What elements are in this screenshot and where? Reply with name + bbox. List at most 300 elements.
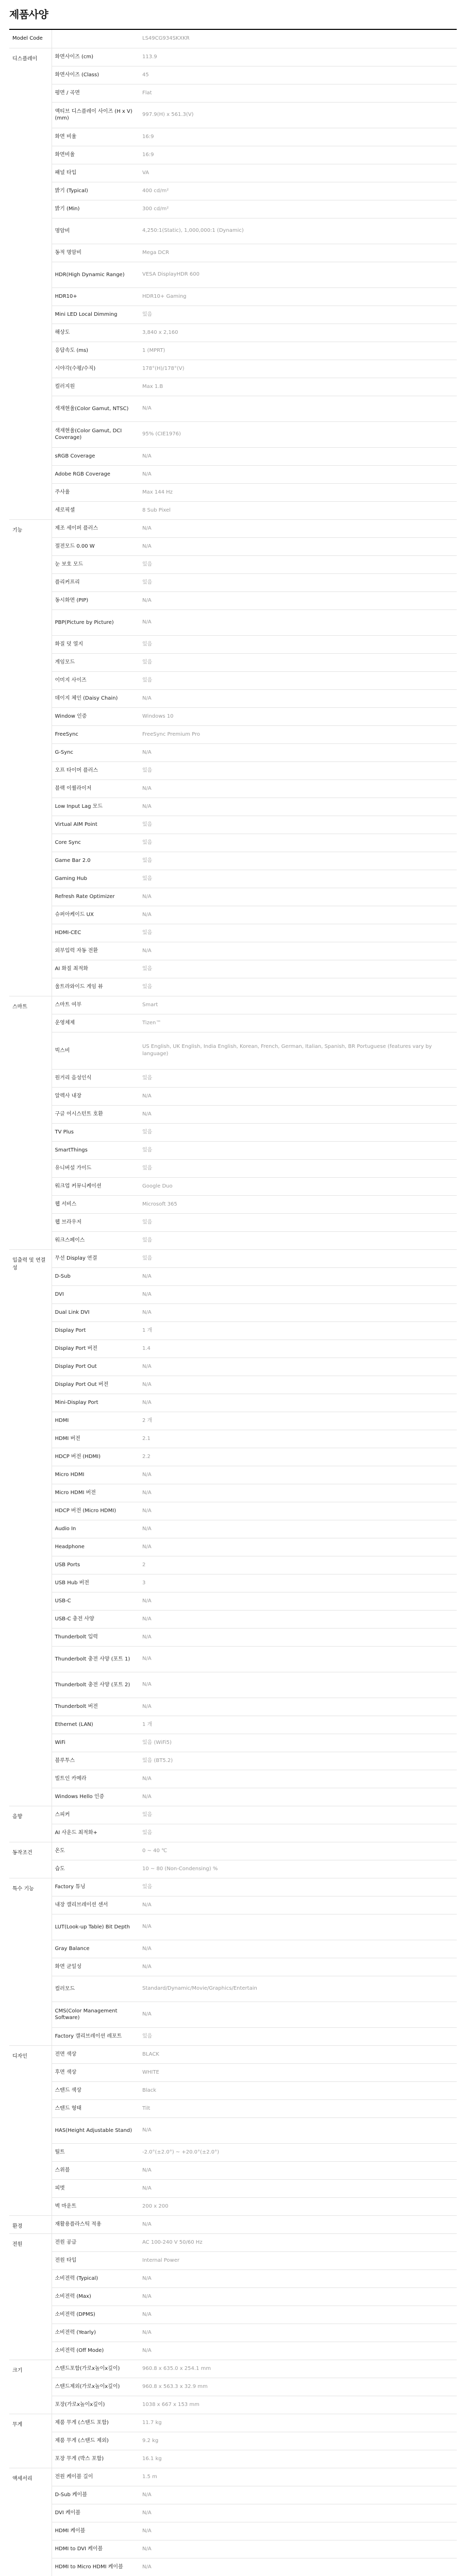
- spec-row: [9, 2450, 457, 2468]
- spec-value: N/A: [139, 2002, 457, 2027]
- spec-category: 무게: [9, 2414, 52, 2468]
- spec-category: 전원: [9, 2233, 52, 2360]
- spec-label: 평면 / 곡면: [52, 84, 139, 102]
- spec-row: [9, 421, 457, 447]
- spec-value: N/A: [139, 798, 457, 816]
- spec-value: N/A: [139, 519, 457, 537]
- spec-value: 2: [139, 1556, 457, 1574]
- spec-row: [9, 1538, 457, 1556]
- spec-label: 오프 타이머 플러스: [52, 761, 139, 779]
- spec-value: 3: [139, 1574, 457, 1592]
- spec-row: [9, 287, 457, 306]
- spec-label: 화질 덧 열지: [52, 635, 139, 653]
- spec-row: [9, 483, 457, 501]
- spec-value: 있음: [139, 761, 457, 779]
- spec-label: HAS(Height Adjustable Stand): [52, 2117, 139, 2143]
- spec-row: [9, 1087, 457, 1105]
- spec-value: N/A: [139, 1394, 457, 1412]
- spec-row: [9, 906, 457, 924]
- spec-value: Smart: [139, 996, 457, 1014]
- spec-category: 크기: [9, 2360, 52, 2414]
- spec-row: [9, 1842, 457, 1860]
- spec-label: HDR(High Dynamic Range): [52, 262, 139, 287]
- spec-value: BLACK: [139, 2045, 457, 2063]
- spec-label: 플리커프리: [52, 573, 139, 591]
- spec-label: 액티브 디스플레이 사이즈 (H x V) (mm): [52, 102, 139, 128]
- spec-row: [9, 465, 457, 483]
- spec-label: 워크스페이스: [52, 1231, 139, 1249]
- spec-category: 디자인: [9, 2045, 52, 2215]
- spec-label: 소비전력 (DPMS): [52, 2306, 139, 2324]
- spec-label: 화면 비율: [52, 128, 139, 146]
- spec-label: Display Port 버전: [52, 1340, 139, 1358]
- spec-label: 슈퍼아케이드 UX: [52, 906, 139, 924]
- spec-value: 9.2 kg: [139, 2432, 457, 2450]
- spec-value: Microsoft 365: [139, 1195, 457, 1213]
- spec-label: Display Port Out: [52, 1358, 139, 1376]
- spec-row: [9, 816, 457, 834]
- spec-label: 내장 캘리브레이션 센서: [52, 1896, 139, 1914]
- spec-value: 있음: [139, 1806, 457, 1824]
- spec-value: N/A: [139, 1672, 457, 1698]
- spec-row: [9, 888, 457, 906]
- spec-label: SmartThings: [52, 1141, 139, 1159]
- spec-row: [9, 342, 457, 360]
- spec-value: 0 ~ 40 ℃: [139, 1842, 457, 1860]
- spec-table-body: [9, 30, 457, 2576]
- spec-category: Model Code: [9, 30, 52, 48]
- spec-row: [9, 2432, 457, 2450]
- spec-label: 블루투스: [52, 1752, 139, 1770]
- spec-row: [9, 852, 457, 870]
- spec-label: 명암비: [52, 218, 139, 244]
- spec-label: AI 사운드 최적화+: [52, 1824, 139, 1842]
- spec-label: 블랙 이퀄라이저: [52, 779, 139, 798]
- spec-value: N/A: [139, 2161, 457, 2179]
- spec-row: [9, 306, 457, 324]
- spec-label: 게임모드: [52, 653, 139, 671]
- spec-value: N/A: [139, 779, 457, 798]
- spec-label: Ethernet (LAN): [52, 1716, 139, 1734]
- spec-label: D-Sub: [52, 1267, 139, 1285]
- spec-label: Low Input Lag 모드: [52, 798, 139, 816]
- spec-value: AC 100-240 V 50/60 Hz: [139, 2233, 457, 2251]
- spec-row: [9, 2558, 457, 2576]
- spec-value: N/A: [139, 1267, 457, 1285]
- spec-value: N/A: [139, 2558, 457, 2576]
- spec-category: 기능: [9, 519, 52, 996]
- spec-value: 있음: [139, 1159, 457, 1177]
- spec-row: [9, 870, 457, 888]
- spec-value: Google Duo: [139, 1177, 457, 1195]
- spec-value: 있음 (WiFi5): [139, 1734, 457, 1752]
- spec-value: N/A: [139, 2540, 457, 2558]
- spec-label: 데이지 체인 (Daisy Chain): [52, 689, 139, 707]
- spec-row: [9, 1412, 457, 1430]
- spec-label: Factory 캘리브레이션 레포트: [52, 2027, 139, 2045]
- spec-label: 전원 케이블 길이: [52, 2468, 139, 2486]
- spec-row: [9, 1806, 457, 1824]
- spec-row: [9, 1069, 457, 1087]
- spec-category: 디스플레이: [9, 48, 52, 519]
- spec-row: [9, 2360, 457, 2378]
- spec-label: TV Plus: [52, 1123, 139, 1141]
- spec-row: [9, 447, 457, 465]
- spec-value: N/A: [139, 1628, 457, 1646]
- spec-value: 2.1: [139, 1430, 457, 1448]
- spec-row: [9, 2161, 457, 2179]
- spec-row: [9, 1646, 457, 1672]
- spec-label: 유니버설 가이드: [52, 1159, 139, 1177]
- spec-row: [9, 2027, 457, 2045]
- spec-label: 워크업 커뮤니케이션: [52, 1177, 139, 1195]
- spec-value: 2 개: [139, 1412, 457, 1430]
- spec-row: [9, 2063, 457, 2081]
- spec-row: [9, 1788, 457, 1806]
- spec-row: [9, 1878, 457, 1896]
- spec-label: HDMI: [52, 1412, 139, 1430]
- spec-label: 습도: [52, 1860, 139, 1878]
- spec-value: N/A: [139, 1610, 457, 1628]
- spec-label: 운영체제: [52, 1014, 139, 1032]
- spec-row: [9, 262, 457, 287]
- spec-row: [9, 1502, 457, 1520]
- spec-value: 있음: [139, 573, 457, 591]
- spec-label: Refresh Rate Optimizer: [52, 888, 139, 906]
- spec-category: 스마트: [9, 996, 52, 1249]
- spec-label: D-Sub 케이블: [52, 2486, 139, 2504]
- spec-label: FreeSync: [52, 725, 139, 743]
- spec-value: N/A: [139, 2287, 457, 2306]
- spec-label: Display Port Out 버전: [52, 1376, 139, 1394]
- spec-label: 동적 명암비: [52, 244, 139, 262]
- spec-label: 틸트: [52, 2143, 139, 2161]
- spec-value: 95% (CIE1976): [139, 421, 457, 447]
- spec-label: 밝기 (Min): [52, 200, 139, 218]
- spec-value: N/A: [139, 1788, 457, 1806]
- spec-row: [9, 218, 457, 244]
- spec-value: 16:9: [139, 128, 457, 146]
- spec-value: 1 개: [139, 1716, 457, 1734]
- spec-row: [9, 200, 457, 218]
- spec-value: 있음: [139, 924, 457, 942]
- spec-value: 있음: [139, 555, 457, 573]
- spec-label: 스마트 여부: [52, 996, 139, 1014]
- spec-label: Audio In: [52, 1520, 139, 1538]
- spec-row: [9, 2342, 457, 2360]
- spec-value: 있음: [139, 1824, 457, 1842]
- spec-value: 3,840 x 2,160: [139, 324, 457, 342]
- spec-row: [9, 1321, 457, 1340]
- spec-label: 응답속도 (ms): [52, 342, 139, 360]
- spec-label: 빌트인 카메라: [52, 1770, 139, 1788]
- spec-label: 구글 어시스턴트 호환: [52, 1105, 139, 1123]
- spec-label: 포장 무게 (박스 포함): [52, 2450, 139, 2468]
- spec-category: 동작조건: [9, 1842, 52, 1878]
- spec-label: Window 인증: [52, 707, 139, 725]
- spec-row: [9, 996, 457, 1014]
- spec-label: CMS(Color Management Software): [52, 2002, 139, 2027]
- spec-value: 있음: [139, 2027, 457, 2045]
- spec-label: 패널 타입: [52, 164, 139, 182]
- spec-value: Max 1.B: [139, 378, 457, 396]
- spec-row: [9, 164, 457, 182]
- spec-row: [9, 1716, 457, 1734]
- spec-label: Thunderbolt 입력: [52, 1628, 139, 1646]
- spec-label: 포장(가로x높이x깊이): [52, 2396, 139, 2414]
- spec-label: Game Bar 2.0: [52, 852, 139, 870]
- spec-value: VA: [139, 164, 457, 182]
- spec-row: [9, 2143, 457, 2161]
- spec-value: 11.7 kg: [139, 2414, 457, 2432]
- spec-row: [9, 1860, 457, 1878]
- spec-row: [9, 1896, 457, 1914]
- spec-label: 컬러지원: [52, 378, 139, 396]
- spec-row: [9, 707, 457, 725]
- spec-row: [9, 48, 457, 66]
- spec-value: N/A: [139, 1770, 457, 1788]
- spec-label: HDMI-CEC: [52, 924, 139, 942]
- spec-value: N/A: [139, 537, 457, 555]
- spec-row: [9, 324, 457, 342]
- spec-value: N/A: [139, 1698, 457, 1716]
- spec-row: [9, 653, 457, 671]
- spec-value: N/A: [139, 1087, 457, 1105]
- spec-value: Max 144 Hz: [139, 483, 457, 501]
- spec-value: 1038 x 667 x 153 mm: [139, 2396, 457, 2414]
- page-title: 제품사양: [9, 8, 48, 21]
- spec-row: [9, 537, 457, 555]
- spec-row: [9, 1940, 457, 1958]
- spec-label: 전원 공급: [52, 2233, 139, 2251]
- spec-row: [9, 102, 457, 128]
- spec-label: 벽 마운트: [52, 2197, 139, 2215]
- spec-value: 1.4: [139, 1340, 457, 1358]
- spec-label: 전면 색상: [52, 2045, 139, 2063]
- spec-value: 300 cd/m²: [139, 200, 457, 218]
- spec-row: [9, 1249, 457, 1267]
- spec-row: [9, 1574, 457, 1592]
- spec-value: Internal Power: [139, 2251, 457, 2269]
- spec-value: N/A: [139, 1285, 457, 1303]
- spec-label: Adobe RGB Coverage: [52, 465, 139, 483]
- spec-row: [9, 2468, 457, 2486]
- spec-value: 200 x 200: [139, 2197, 457, 2215]
- spec-value: N/A: [139, 942, 457, 960]
- spec-row: [9, 1824, 457, 1842]
- spec-row: [9, 1914, 457, 1940]
- spec-row: [9, 378, 457, 396]
- spec-label: 세로픽셀: [52, 501, 139, 519]
- spec-value: N/A: [139, 2269, 457, 2287]
- spec-label: DVI: [52, 1285, 139, 1303]
- spec-label: Core Sync: [52, 834, 139, 852]
- spec-row: [9, 2287, 457, 2306]
- spec-label: 온도: [52, 1842, 139, 1860]
- spec-label: HDMI 버전: [52, 1430, 139, 1448]
- spec-category: 입출력 및 연결성: [9, 1249, 52, 1806]
- spec-value: N/A: [139, 1376, 457, 1394]
- spec-row: [9, 1484, 457, 1502]
- spec-row: [9, 2504, 457, 2522]
- spec-value: N/A: [139, 1646, 457, 1672]
- spec-row: [9, 1358, 457, 1376]
- spec-label: Thunderbolt 충전 사양 (포트 2): [52, 1672, 139, 1698]
- spec-label: USB Hub 버전: [52, 1574, 139, 1592]
- spec-value: N/A: [139, 1896, 457, 1914]
- spec-value: 400 cd/m²: [139, 182, 457, 200]
- spec-value: 960.8 x 563.3 x 32.9 mm: [139, 2378, 457, 2396]
- spec-value: 있음: [139, 635, 457, 653]
- spec-label: HDR10+: [52, 287, 139, 306]
- spec-row: [9, 2251, 457, 2269]
- spec-value: N/A: [139, 2117, 457, 2143]
- spec-value: N/A: [139, 2486, 457, 2504]
- spec-label: G-Sync: [52, 743, 139, 761]
- spec-value: Tizen™: [139, 1014, 457, 1032]
- spec-row: [9, 30, 457, 48]
- spec-label: Display Port: [52, 1321, 139, 1340]
- spec-value: 있음 (BT5.2): [139, 1752, 457, 1770]
- spec-value: 있음: [139, 816, 457, 834]
- spec-row: [9, 146, 457, 164]
- spec-value: 있음: [139, 1123, 457, 1141]
- spec-label: Dual Link DVI: [52, 1303, 139, 1321]
- spec-label: 전원 타입: [52, 2251, 139, 2269]
- spec-label: HDMI to Micro HDMI 케이블: [52, 2558, 139, 2576]
- spec-row: [9, 2522, 457, 2540]
- spec-label: Micro HDMI: [52, 1466, 139, 1484]
- spec-label: 소비전력 (Off Mode): [52, 2342, 139, 2360]
- spec-row: [9, 834, 457, 852]
- spec-row: [9, 1628, 457, 1646]
- spec-row: [9, 1958, 457, 1976]
- spec-row: [9, 84, 457, 102]
- spec-value: 있음: [139, 1213, 457, 1231]
- spec-label: LUT(Look-up Table) Bit Depth: [52, 1914, 139, 1940]
- spec-value: N/A: [139, 906, 457, 924]
- spec-value: 4,250:1(Static), 1,000,000:1 (Dynamic): [139, 218, 457, 244]
- spec-value: N/A: [139, 1940, 457, 1958]
- spec-row: [9, 2002, 457, 2027]
- spec-label: sRGB Coverage: [52, 447, 139, 465]
- spec-value: N/A: [139, 1466, 457, 1484]
- spec-value: N/A: [139, 465, 457, 483]
- spec-row: [9, 1177, 457, 1195]
- spec-label: 해상도: [52, 324, 139, 342]
- spec-label: HDCP 버전 (HDMI): [52, 1448, 139, 1466]
- spec-row: [9, 1430, 457, 1448]
- spec-row: [9, 671, 457, 689]
- spec-row: [9, 1592, 457, 1610]
- spec-row: [9, 761, 457, 779]
- spec-row: [9, 1448, 457, 1466]
- spec-label: 절전모드 0.00 W: [52, 537, 139, 555]
- spec-value: LS49CG934SKXKR: [139, 30, 457, 48]
- spec-row: [9, 743, 457, 761]
- spec-value: 1.5 m: [139, 2468, 457, 2486]
- spec-row: [9, 1303, 457, 1321]
- spec-category: 환경: [9, 2215, 52, 2233]
- spec-value: N/A: [139, 1914, 457, 1940]
- spec-row: [9, 960, 457, 978]
- spec-value: N/A: [139, 1538, 457, 1556]
- spec-value: N/A: [139, 2522, 457, 2540]
- spec-value: VESA DisplayHDR 600: [139, 262, 457, 287]
- spec-label: HDCP 버전 (Micro HDMI): [52, 1502, 139, 1520]
- spec-label: 스위블: [52, 2161, 139, 2179]
- spec-value: N/A: [139, 888, 457, 906]
- spec-label: 소비전력 (Max): [52, 2287, 139, 2306]
- spec-value: Mega DCR: [139, 244, 457, 262]
- spec-value: 있음: [139, 978, 457, 996]
- spec-row: [9, 1520, 457, 1538]
- spec-label: Gray Balance: [52, 1940, 139, 1958]
- spec-label: 원거리 음성인식: [52, 1069, 139, 1087]
- spec-label: 소비전력 (Yearly): [52, 2324, 139, 2342]
- spec-label: 웹 브라우저: [52, 1213, 139, 1231]
- spec-label: 소비전력 (Typical): [52, 2269, 139, 2287]
- spec-label: 울트라와이드 게임 뷰: [52, 978, 139, 996]
- spec-label: 화면사이즈 (cm): [52, 48, 139, 66]
- spec-label: 색재현율(Color Gamut, DCI Coverage): [52, 421, 139, 447]
- spec-row: [9, 1159, 457, 1177]
- spec-row: [9, 128, 457, 146]
- spec-label: 스탠드 색상: [52, 2081, 139, 2099]
- spec-label: 제조 세이퍼 플러스: [52, 519, 139, 537]
- spec-label: 웹 서비스: [52, 1195, 139, 1213]
- spec-label: 색재현율(Color Gamut, NTSC): [52, 396, 139, 421]
- spec-label: 이미지 사이즈: [52, 671, 139, 689]
- spec-row: [9, 1394, 457, 1412]
- spec-value: 있음: [139, 1231, 457, 1249]
- spec-label: USB-C: [52, 1592, 139, 1610]
- spec-value: N/A: [139, 396, 457, 421]
- spec-value: 있음: [139, 1141, 457, 1159]
- spec-value: FreeSync Premium Pro: [139, 725, 457, 743]
- spec-value: 있음: [139, 960, 457, 978]
- spec-label: 화면 균일성: [52, 1958, 139, 1976]
- spec-row: [9, 1752, 457, 1770]
- spec-label: 스탠드제외(가로x높이x깊이): [52, 2378, 139, 2396]
- spec-value: N/A: [139, 1358, 457, 1376]
- spec-value: 16.1 kg: [139, 2450, 457, 2468]
- spec-value: N/A: [139, 743, 457, 761]
- spec-label: 눈 보호 모드: [52, 555, 139, 573]
- spec-label: [52, 30, 139, 48]
- spec-label: 스탠드포함(가로x높이x깊이): [52, 2360, 139, 2378]
- spec-value: 있음: [139, 870, 457, 888]
- spec-label: Thunderbolt 버전: [52, 1698, 139, 1716]
- spec-label: USB-C 충전 사양: [52, 1610, 139, 1628]
- spec-row: [9, 519, 457, 537]
- spec-row: [9, 1376, 457, 1394]
- spec-label: 화면비율: [52, 146, 139, 164]
- spec-value: N/A: [139, 1484, 457, 1502]
- spec-label: 컬러모드: [52, 1976, 139, 2002]
- spec-row: [9, 396, 457, 421]
- spec-row: [9, 2045, 457, 2063]
- spec-label: 제품 무게 (스탠드 포함): [52, 2414, 139, 2432]
- spec-row: [9, 2099, 457, 2117]
- spec-value: 10 ~ 80 (Non-Condensing) %: [139, 1860, 457, 1878]
- spec-label: 피벗: [52, 2179, 139, 2197]
- spec-row: [9, 182, 457, 200]
- spec-value: Tilt: [139, 2099, 457, 2117]
- spec-label: Virtual AIM Point: [52, 816, 139, 834]
- spec-row: [9, 2540, 457, 2558]
- spec-row: [9, 2486, 457, 2504]
